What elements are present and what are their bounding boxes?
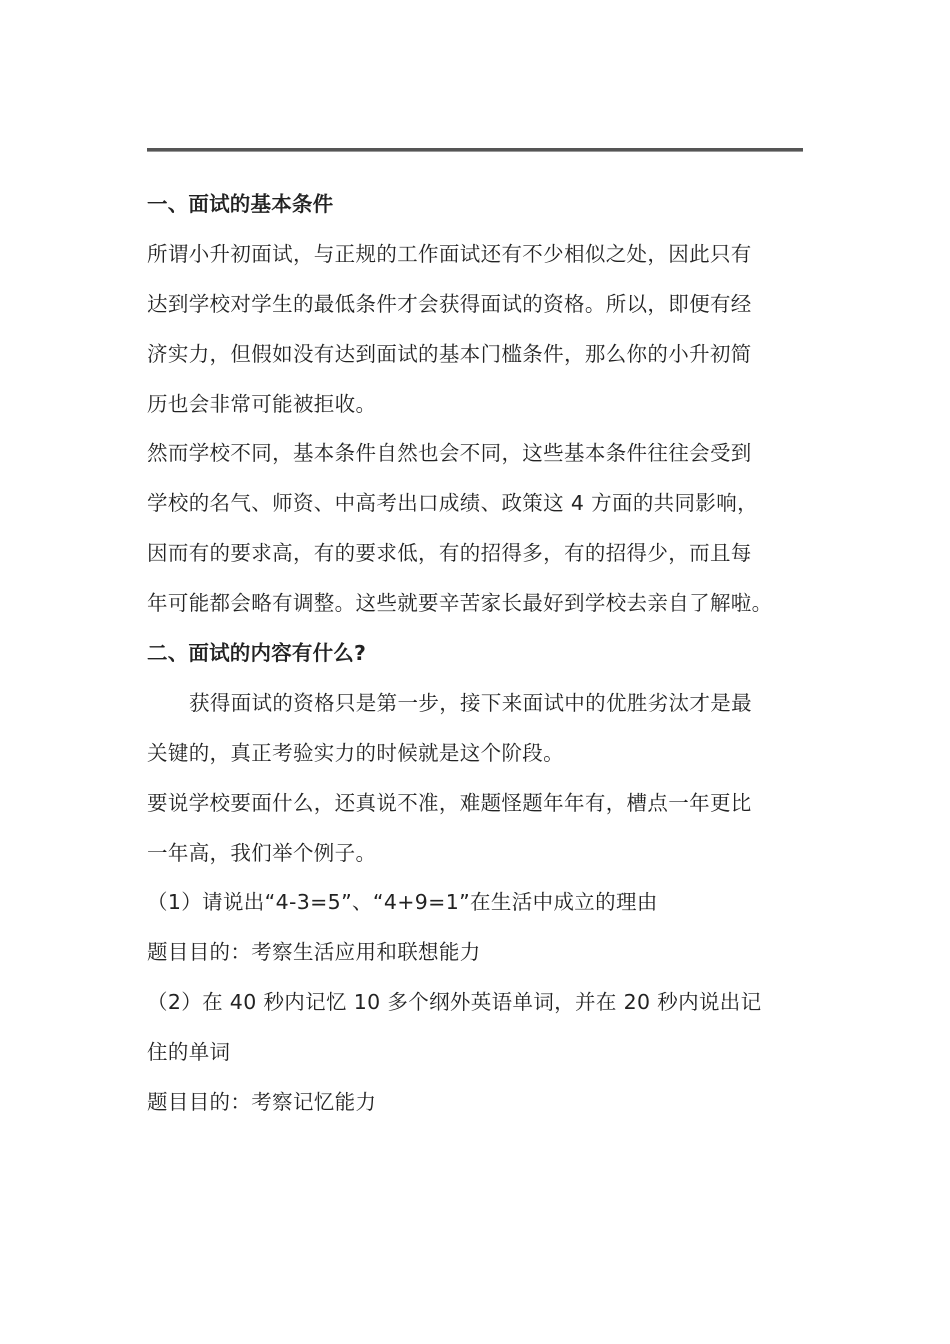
paragraph-line: 历也会非常可能被拒收。 [147,391,377,416]
section-heading-1: 一、面试的基本条件 [147,192,334,216]
question-item-2-continued: 住的单词 [147,1040,231,1065]
paragraph-line: 所谓小升初面试，与正规的工作面试还有不少相似之处，因此只有 [147,241,752,266]
document-body [147,180,807,1128]
paragraph-line: 学校的名气、师资、中高考出口成绩、政策这 4 方面的共同影响， [147,491,758,516]
section-heading-2: 二、面试的内容有什么? [147,641,367,666]
header-rule [147,148,803,152]
paragraph-line: 达到学校对学生的最低条件才会获得面试的资格。所以，即便有经 [147,291,752,316]
paragraph-line: 因而有的要求高，有的要求低，有的招得多，有的招得少，而且每 [147,541,752,566]
question-purpose-1: 题目目的：考察生活应用和联想能力 [147,940,481,965]
paragraph-line: 然而学校不同，基本条件自然也会不同，这些基本条件往往会受到 [147,441,752,466]
paragraph-line: 关键的，真正考验实力的时候就是这个阶段。 [147,740,564,765]
question-item-2: （2）在 40 秒内记忆 10 多个纲外英语单词，并在 20 秒内说出记 [147,990,762,1015]
paragraph-line: 要说学校要面什么，还真说不准，难题怪题年年有，槽点一年更比 [147,790,752,815]
paragraph-line: 济实力，但假如没有达到面试的基本门槛条件，那么你的小升初简 [147,341,752,366]
question-item-1: （1）请说出“4-3=5”、“4+9=1”在生活中成立的理由 [147,890,658,915]
question-purpose-2: 题目目的：考察记忆能力 [147,1090,377,1115]
paragraph-line-indented: 获得面试的资格只是第一步，接下来面试中的优胜劣汰才是最 [189,690,752,715]
paragraph-line: 年可能都会略有调整。这些就要辛苦家长最好到学校去亲自了解啦。 [147,591,773,616]
paragraph-line: 一年高，我们举个例子。 [147,840,377,865]
